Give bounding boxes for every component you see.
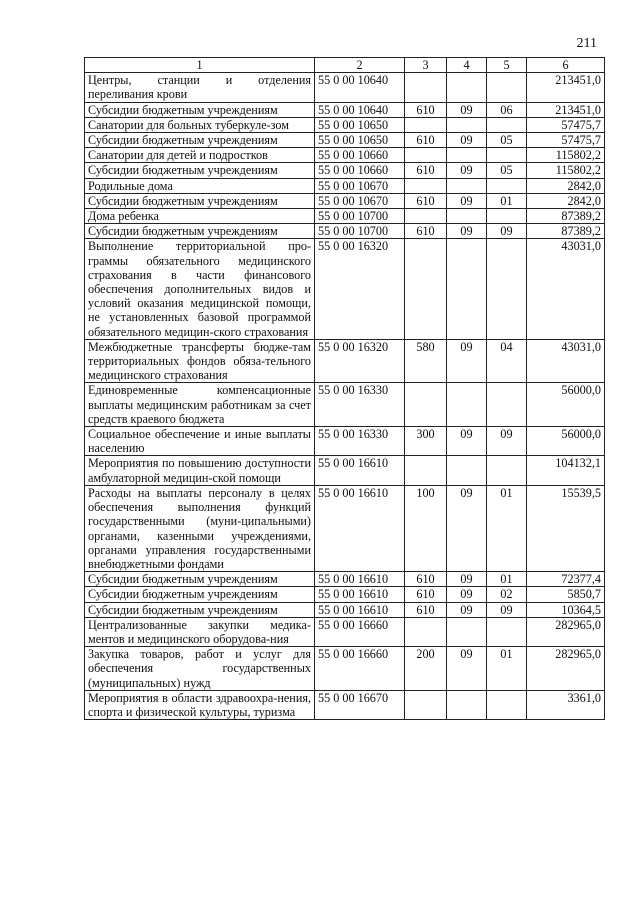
row-section: 09: [447, 339, 487, 383]
row-description: Единовременные компенсационные выплаты медицинским работникам за счет средств краевого бюджета: [85, 383, 315, 427]
row-amount: 56000,0: [527, 383, 605, 427]
table-row: [85, 572, 605, 587]
row-subsection: 05: [487, 163, 527, 178]
row-amount: 56000,0: [527, 427, 605, 456]
row-amount: 15539,5: [527, 485, 605, 571]
row-description: Субсидии бюджетным учреждениям: [85, 224, 315, 239]
row-section: 09: [447, 224, 487, 239]
row-amount: 43031,0: [527, 339, 605, 383]
row-subsection: 09: [487, 224, 527, 239]
row-description: Родильные дома: [85, 178, 315, 193]
row-amount: 115802,2: [527, 163, 605, 178]
row-subsection: 06: [487, 102, 527, 117]
row-expense-type: 610: [405, 133, 447, 148]
row-section: 09: [447, 572, 487, 587]
row-amount: 10364,5: [527, 602, 605, 617]
row-subsection: [487, 690, 527, 719]
row-expense-type: [405, 117, 447, 132]
row-section: 09: [447, 485, 487, 571]
row-subsection: [487, 209, 527, 224]
row-subsection: [487, 239, 527, 339]
row-expense-type: 610: [405, 102, 447, 117]
row-section: [447, 383, 487, 427]
row-subsection: [487, 617, 527, 646]
row-description: Субсидии бюджетным учреждениям: [85, 163, 315, 178]
row-amount: 213451,0: [527, 102, 605, 117]
row-target-code: 55 0 00 16610: [315, 587, 405, 602]
table-row: [85, 456, 605, 485]
row-expense-type: 100: [405, 485, 447, 571]
row-subsection: 01: [487, 647, 527, 691]
row-section: 09: [447, 102, 487, 117]
row-amount: 115802,2: [527, 148, 605, 163]
row-description: Мероприятия по повышению доступности амбулаторной медицин-ской помощи: [85, 456, 315, 485]
row-target-code: 55 0 00 10640: [315, 102, 405, 117]
row-target-code: 55 0 00 10650: [315, 117, 405, 132]
row-expense-type: 580: [405, 339, 447, 383]
row-description: Центры, станции и отделения переливания крови: [85, 73, 315, 102]
page-number: 211: [576, 36, 597, 51]
row-section: 09: [447, 193, 487, 208]
row-subsection: [487, 178, 527, 193]
table-row: [85, 239, 605, 339]
table-row: [85, 647, 605, 691]
row-description: Выполнение территориальной про-граммы обязательного медицинского страхования в части финансового обеспечения дополнительных видов и условий оказания медицинской помощи, не установленных базовой программой обязательного медицин-ского страхования: [85, 239, 315, 339]
row-section: 09: [447, 133, 487, 148]
table-row: [85, 193, 605, 208]
row-target-code: 55 0 00 10640: [315, 73, 405, 102]
row-amount: 87389,2: [527, 209, 605, 224]
row-target-code: 55 0 00 16660: [315, 617, 405, 646]
row-target-code: 55 0 00 16320: [315, 339, 405, 383]
column-header: 6: [527, 58, 605, 73]
row-section: [447, 209, 487, 224]
row-description: Закупка товаров, работ и услуг для обеспечения государственных (муниципальных) нужд: [85, 647, 315, 691]
row-amount: 282965,0: [527, 617, 605, 646]
row-description: Субсидии бюджетным учреждениям: [85, 587, 315, 602]
row-amount: 57475,7: [527, 117, 605, 132]
table-row: [85, 178, 605, 193]
row-section: 09: [447, 602, 487, 617]
row-target-code: 55 0 00 16670: [315, 690, 405, 719]
row-target-code: 55 0 00 16610: [315, 572, 405, 587]
row-description: Мероприятия в области здравоохра-нения, спорта и физической культуры, туризма: [85, 690, 315, 719]
column-header: 4: [447, 58, 487, 73]
row-subsection: 04: [487, 339, 527, 383]
row-target-code: 55 0 00 10670: [315, 178, 405, 193]
row-target-code: 55 0 00 16330: [315, 383, 405, 427]
row-description: Дома ребенка: [85, 209, 315, 224]
row-expense-type: 200: [405, 647, 447, 691]
row-target-code: 55 0 00 10700: [315, 224, 405, 239]
row-expense-type: [405, 239, 447, 339]
row-description: Субсидии бюджетным учреждениям: [85, 133, 315, 148]
row-description: Социальное обеспечение и иные выплаты населению: [85, 427, 315, 456]
row-amount: 213451,0: [527, 73, 605, 102]
column-header: 3: [405, 58, 447, 73]
row-description: Санатории для больных туберкуле-зом: [85, 117, 315, 132]
row-section: [447, 178, 487, 193]
row-description: Межбюджетные трансферты бюдже-там территориальных фондов обяза-тельного медицинского страхования: [85, 339, 315, 383]
row-target-code: 55 0 00 16610: [315, 456, 405, 485]
table-row: [85, 587, 605, 602]
table-row: [85, 209, 605, 224]
table-row: [85, 73, 605, 102]
table-header-row: [85, 58, 605, 73]
row-target-code: 55 0 00 16610: [315, 602, 405, 617]
row-target-code: 55 0 00 10670: [315, 193, 405, 208]
table-row: [85, 339, 605, 383]
row-expense-type: [405, 148, 447, 163]
table-row: [85, 163, 605, 178]
row-amount: 2842,0: [527, 193, 605, 208]
row-amount: 87389,2: [527, 224, 605, 239]
row-target-code: 55 0 00 10660: [315, 163, 405, 178]
row-subsection: [487, 73, 527, 102]
row-subsection: 02: [487, 587, 527, 602]
row-target-code: 55 0 00 16330: [315, 427, 405, 456]
table-row: [85, 102, 605, 117]
row-target-code: 55 0 00 10700: [315, 209, 405, 224]
row-description: Субсидии бюджетным учреждениям: [85, 572, 315, 587]
row-amount: 104132,1: [527, 456, 605, 485]
row-section: [447, 148, 487, 163]
row-amount: 72377,4: [527, 572, 605, 587]
row-subsection: 09: [487, 427, 527, 456]
row-description: Централизованные закупки медика-ментов и медицинского оборудова-ния: [85, 617, 315, 646]
row-amount: 57475,7: [527, 133, 605, 148]
row-section: [447, 239, 487, 339]
column-header: 1: [85, 58, 315, 73]
row-target-code: 55 0 00 16320: [315, 239, 405, 339]
row-amount: 5850,7: [527, 587, 605, 602]
row-target-code: 55 0 00 16610: [315, 485, 405, 571]
row-expense-type: 610: [405, 572, 447, 587]
row-amount: 2842,0: [527, 178, 605, 193]
table-row: [85, 617, 605, 646]
row-amount: 3361,0: [527, 690, 605, 719]
row-subsection: [487, 456, 527, 485]
row-expense-type: 610: [405, 587, 447, 602]
row-expense-type: [405, 456, 447, 485]
row-expense-type: [405, 617, 447, 646]
row-description: Субсидии бюджетным учреждениям: [85, 102, 315, 117]
table-row: [85, 485, 605, 571]
table-row: [85, 690, 605, 719]
row-subsection: [487, 383, 527, 427]
row-section: [447, 73, 487, 102]
row-section: 09: [447, 163, 487, 178]
row-subsection: 01: [487, 193, 527, 208]
column-header: 2: [315, 58, 405, 73]
table-row: [85, 427, 605, 456]
column-header: 5: [487, 58, 527, 73]
row-target-code: 55 0 00 10660: [315, 148, 405, 163]
row-subsection: 09: [487, 602, 527, 617]
row-section: 09: [447, 647, 487, 691]
row-section: 09: [447, 587, 487, 602]
row-subsection: 01: [487, 485, 527, 571]
row-expense-type: 610: [405, 224, 447, 239]
table-row: [85, 224, 605, 239]
row-target-code: 55 0 00 10650: [315, 133, 405, 148]
table-row: [85, 602, 605, 617]
row-expense-type: 610: [405, 163, 447, 178]
row-section: 09: [447, 427, 487, 456]
row-subsection: [487, 148, 527, 163]
row-expense-type: [405, 690, 447, 719]
row-amount: 43031,0: [527, 239, 605, 339]
row-expense-type: [405, 383, 447, 427]
row-section: [447, 690, 487, 719]
row-expense-type: 300: [405, 427, 447, 456]
row-expense-type: 610: [405, 193, 447, 208]
row-section: [447, 617, 487, 646]
row-subsection: 05: [487, 133, 527, 148]
row-description: Санатории для детей и подростков: [85, 148, 315, 163]
row-amount: 282965,0: [527, 647, 605, 691]
row-target-code: 55 0 00 16660: [315, 647, 405, 691]
table-row: [85, 383, 605, 427]
row-description: Субсидии бюджетным учреждениям: [85, 602, 315, 617]
row-subsection: 01: [487, 572, 527, 587]
budget-table: [84, 57, 605, 720]
row-subsection: [487, 117, 527, 132]
row-description: Расходы на выплаты персоналу в целях обеспечения выполнения функций государственными (муни-ципальными) органами, казенными учреждениями, органами управления государственными внебюджетными фондами: [85, 485, 315, 571]
row-section: [447, 456, 487, 485]
row-expense-type: [405, 178, 447, 193]
table-row: [85, 148, 605, 163]
row-expense-type: 610: [405, 602, 447, 617]
table-row: [85, 117, 605, 132]
row-expense-type: [405, 209, 447, 224]
row-section: [447, 117, 487, 132]
row-description: Субсидии бюджетным учреждениям: [85, 193, 315, 208]
row-expense-type: [405, 73, 447, 102]
table-row: [85, 133, 605, 148]
